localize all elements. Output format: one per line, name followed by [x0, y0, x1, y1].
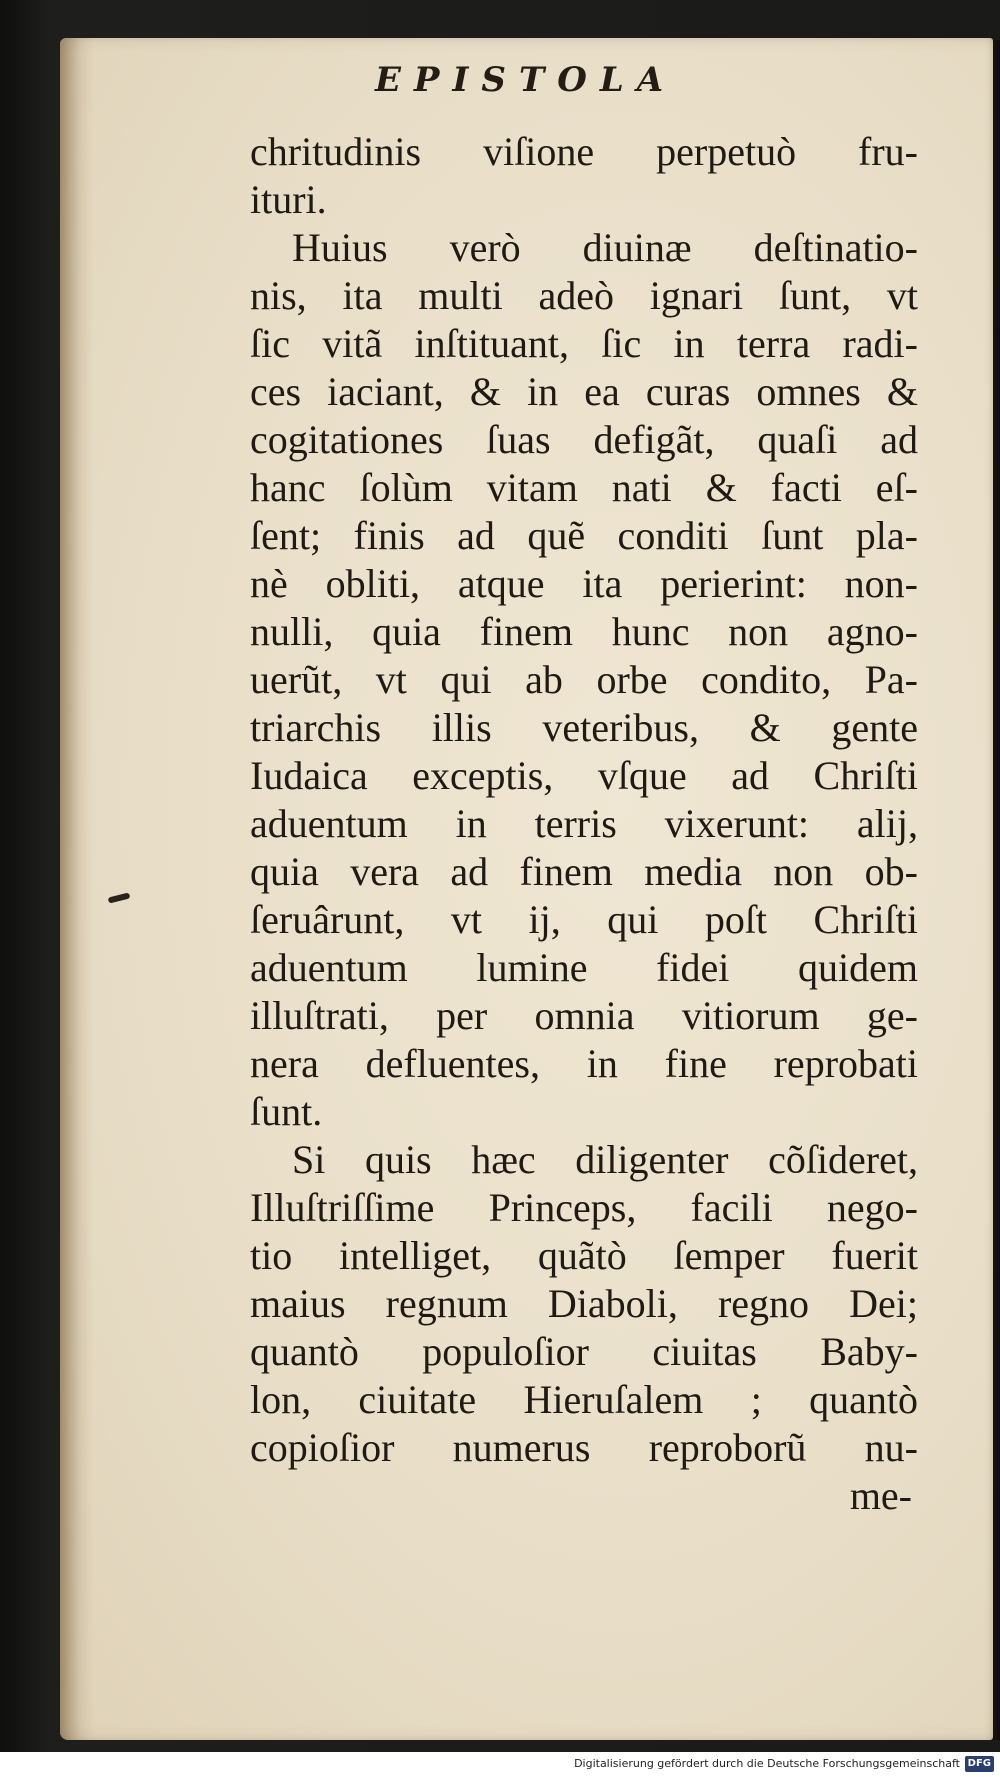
text-line: Illuſtriſſime Princeps, facili nego- — [250, 1185, 918, 1230]
footer-bar — [0, 1752, 1000, 1777]
text-line: lon, ciuitate Hieruſalem ; quantò — [250, 1377, 918, 1422]
text-line: ces iaciant, & in ea curas omnes & — [250, 369, 918, 414]
text-line: nulli, quia finem hunc non agno- — [250, 609, 918, 654]
text-line: ſent; finis ad quẽ conditi ſunt pla- — [250, 513, 918, 558]
text-line: nera defluentes, in fine reprobati — [250, 1041, 918, 1086]
text-line: hanc ſolùm vitam nati & facti eſ- — [250, 465, 918, 510]
funding-note: Digitalisierung gefördert durch die Deutsche Forschungsgemeinschaft — [574, 1757, 960, 1770]
text-line: copioſior numerus reproborũ nu- — [250, 1425, 918, 1470]
text-line: aduentum in terris vixerunt: alij, — [250, 801, 918, 846]
dfg-logo: DFG — [965, 1756, 994, 1772]
text-line: ſic vitã inſtituant, ſic in terra radi- — [250, 321, 918, 366]
catchword: me- — [849, 1473, 912, 1518]
text-line: Huius verò diuinæ deſtinatio- — [292, 225, 918, 270]
text-line: nis, ita multi adeò ignari ſunt, vt — [250, 273, 918, 318]
text-line: uerũt, vt qui ab orbe condito, Pa- — [250, 657, 918, 702]
text-line: aduentum lumine fidei quidem — [250, 945, 918, 990]
text-line: quantò populoſior ciuitas Baby- — [250, 1329, 918, 1374]
text-line: cogitationes ſuas defigãt, quaſi ad — [250, 417, 918, 462]
page-gutter — [60, 38, 94, 1740]
body-text — [250, 128, 918, 1520]
text-line: Si quis hæc diligenter cõſideret, — [292, 1137, 918, 1182]
text-line: nè obliti, atque ita perierint: non- — [250, 561, 918, 606]
text-line: Iudaica exceptis, vſque ad Chriſti — [250, 753, 918, 798]
text-line: triarchis illis veteribus, & gente — [250, 705, 918, 750]
text-line: ſeruârunt, vt ij, qui poſt Chriſti — [250, 897, 918, 942]
text-line: quia vera ad finem media non ob- — [250, 849, 918, 894]
text-line: ſunt. — [250, 1089, 323, 1134]
text-line: tio intelliget, quãtò ſemper fuerit — [250, 1233, 918, 1278]
text-line: illuſtrati, per omnia vitiorum ge- — [250, 993, 918, 1038]
text-line: ituri. — [250, 177, 327, 222]
text-line: maius regnum Diaboli, regno Dei; — [250, 1281, 918, 1326]
running-head: EPISTOLA — [375, 60, 677, 100]
text-line: chritudinis viſione perpetuò fru- — [250, 129, 918, 174]
